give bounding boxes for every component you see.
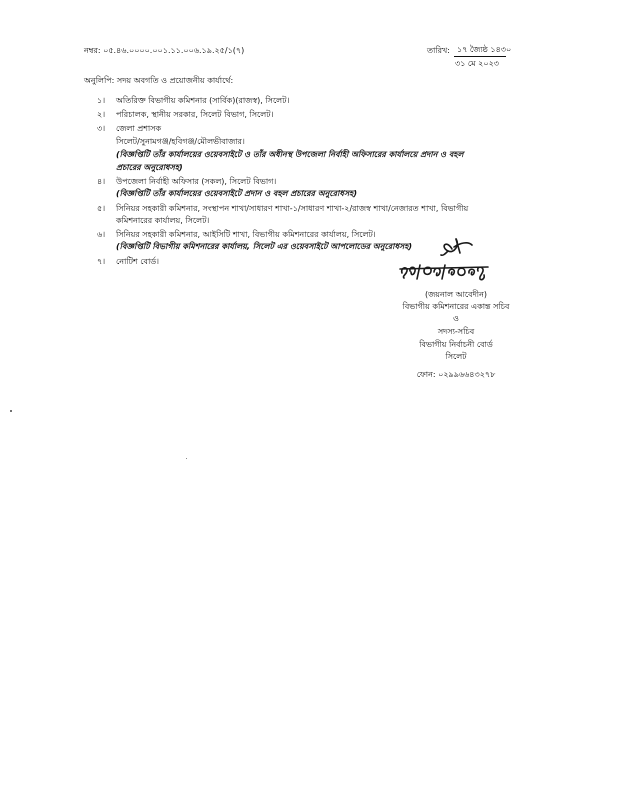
- list-item-number: ১।: [97, 96, 106, 105]
- list-item-text: অতিরিক্ত বিভাগীয় কমিশনার (সার্বিক)(রাজস্ব), সিলেট।: [116, 96, 290, 105]
- list-item-text: জেলা প্রশাসক: [116, 124, 162, 133]
- copy-heading: অনুলিপি: সদয় অবগতি ও প্রয়োজনীয় কার্যার্থে:: [84, 76, 234, 85]
- list-item-note: (বিজ্ঞপ্তিটি তাঁর কার্যালয়ের ওয়েবসাইটে প্রদান ও বহল প্রচারের অনুরোধসহ): [116, 189, 357, 198]
- list-item-number: ৩।: [97, 124, 106, 133]
- list-item-note: (বিজ্ঞপ্তিটি বিভাগীয় কমিশনারের কার্যালয়, সিলেট এর ওয়েবসাইটে আপলোডের অনুরোধসহ): [116, 242, 413, 251]
- signatory-place: সিলেট: [445, 352, 467, 361]
- signatory-phone: ফোন: ০২৯৯৬৬৪৩২৭৮: [416, 370, 496, 379]
- list-item-text: সিলেট/সুনামগঞ্জ/হবিগঞ্জ/মৌলভীবাজার।: [116, 137, 245, 146]
- list-item-number: ২।: [97, 110, 106, 119]
- signatory-name: (জয়নাল আবেদীন): [425, 290, 487, 299]
- list-item-note: (বিজ্ঞপ্তিটি তাঁর কার্যালয়ের ওয়েবসাইটে ও তাঁর অধীনস্থ উপজেলা নির্বাহী অফিসারের কার্যালয়ে প্রদান ও বহল: [116, 150, 464, 159]
- signatory-designation: বিভাগীয় কমিশনারের একান্ত সচিব: [402, 302, 510, 311]
- signatory-role: সদস্য-সচিব: [437, 327, 475, 336]
- date-divider: [454, 56, 506, 57]
- scan-dot: [186, 458, 187, 459]
- handwritten-signature: [396, 235, 514, 285]
- list-item-number: ৭।: [97, 257, 106, 266]
- date-label: তারিখ:: [427, 46, 450, 55]
- signatory-board: বিভাগীয় নির্বাচনী বোর্ড: [419, 340, 493, 349]
- scan-dot: [10, 410, 12, 412]
- list-item-number: ৬।: [97, 230, 106, 239]
- list-item-text: নোটিশ বোর্ড।: [116, 257, 160, 266]
- date-bangla: ১৭ জ্যৈষ্ঠ ১৪৩০: [457, 45, 512, 54]
- list-item-text: সিনিয়র সহকারী কমিশনার, সংস্থাপন শাখা/সাধারণ শাখা-১/সাধারণ শাখা-২/রাজস্ব শাখা/নেজারত শাখা, বিভাগীয়: [116, 204, 469, 213]
- signature-image: [396, 235, 514, 285]
- list-item-note: প্রচারের অনুরোধসহ): [116, 163, 183, 172]
- date-english: ৩১ মে ২০২৩: [455, 59, 499, 68]
- signatory-conjunction: ও: [453, 314, 459, 323]
- list-item-text: সিনিয়র সহকারী কমিশনার, আইসিটি শাখা, বিভাগীয় কমিশনারের কার্যালয়, সিলেট।: [116, 230, 376, 239]
- list-item-number: ৫।: [97, 204, 106, 213]
- list-item-text: উপজেলা নির্বাহী অফিসার (সকল), সিলেট বিভাগ।: [116, 177, 277, 186]
- memo-number: নম্বর: ০৫.৪৬.০০০০.০০১.১১.০০৬.১৯.২৫/১(৭): [84, 46, 245, 55]
- list-item-text: কমিশনারের কার্যালয়, সিলেট।: [116, 216, 210, 225]
- list-item-number: ৪।: [97, 177, 106, 186]
- list-item-text: পরিচালক, স্থানীয় সরকার, সিলেট বিভাগ, সিলেট।: [116, 110, 274, 119]
